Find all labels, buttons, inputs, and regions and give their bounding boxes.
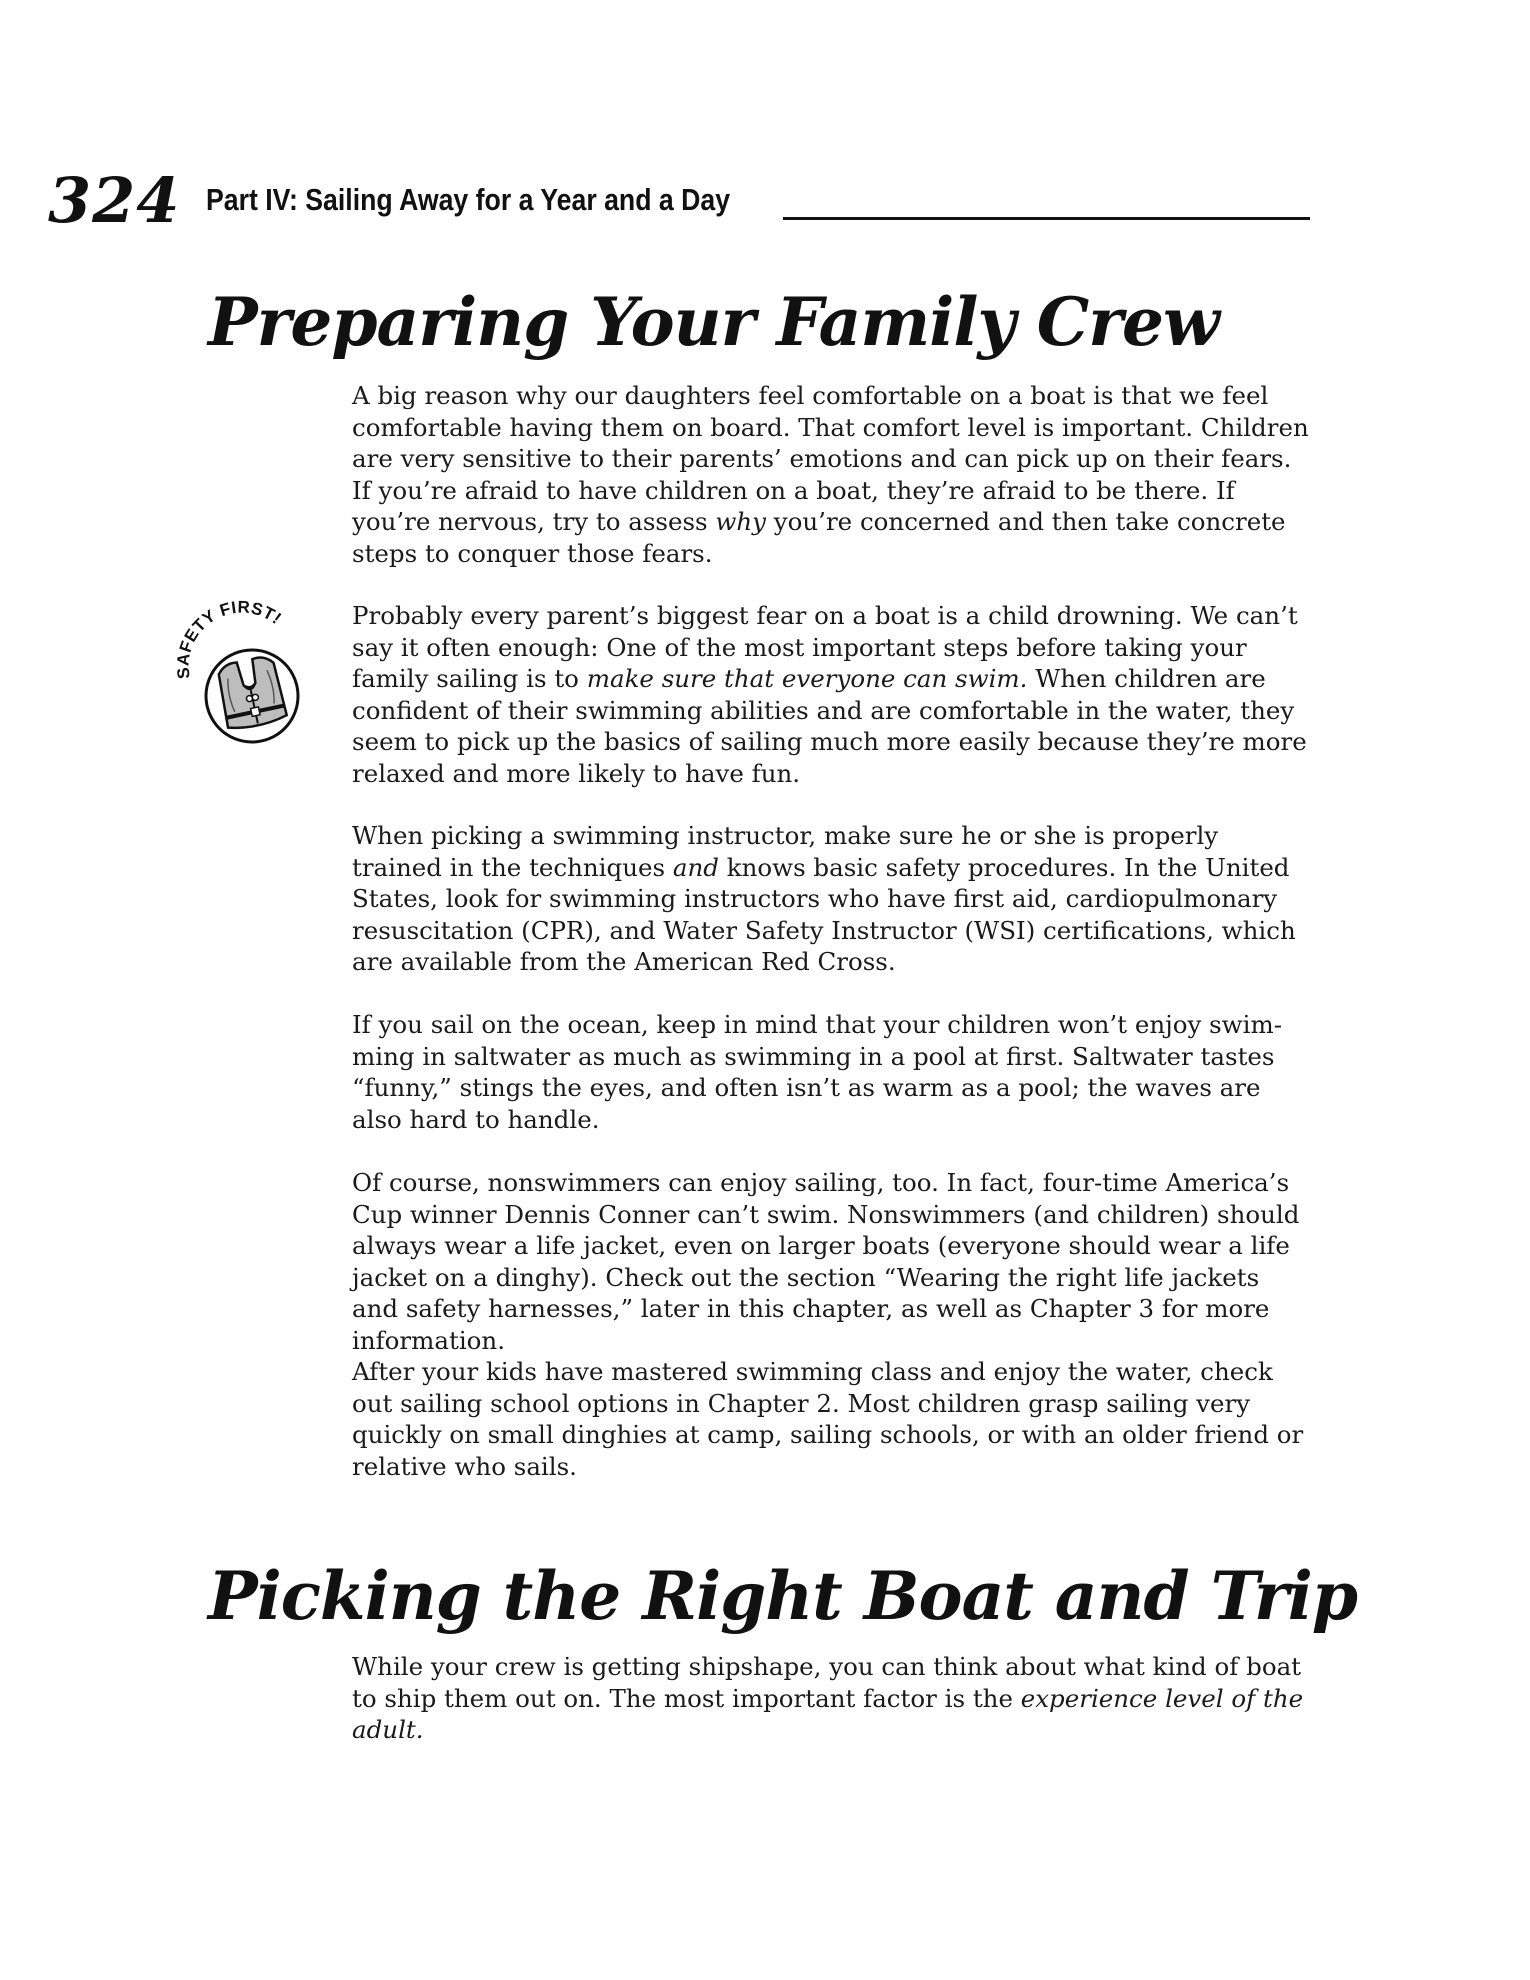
paragraph-text: After your kids have mastered swimming class and enjoy the water, check out sailing school options in Chapter 2. Most children grasp sailing very quickly on small dinghies at camp, sailing schools, or with an older friend or relative who sails. — [352, 1357, 1304, 1481]
header-rule — [783, 217, 1310, 220]
paragraph-text: Probably every parent’s biggest fear on a boat is a child drowning. We can’t say it often enough: One of the most important steps before taking your family sailing is to make sure that everyone can swim. When children are confident of their swimming abilities and are comfortable in the water, they seem to pick up the basics of sailing much more easily because they’re more relaxed and more likely to have fun. — [352, 601, 1307, 788]
paragraph-text: Of course, nonswimmers can enjoy sailing, too. In fact, four-time America’s Cup winner Dennis Conner can’t swim. Nonswimmers (and children) should always wear a life jacket, even on larger boats (everyone should wear a life jacket on a dinghy). Check out the section “Wearing the right life jackets and safety harnesses,” later in this chapter, as well as Chapter 3 for more information. — [352, 1168, 1300, 1355]
paragraph — [352, 600, 1312, 789]
paragraph — [352, 1651, 1312, 1746]
svg-text:SAFETY FIRST!: FETY FIRST! — [176, 600, 286, 655]
paragraph — [352, 380, 1312, 569]
paragraph — [352, 1356, 1312, 1482]
paragraph-text: While your crew is getting shipshape, you can think about what kind of boat to ship them out on. The most important factor is the experience level of the adult. — [352, 1652, 1304, 1744]
paragraph — [352, 1167, 1312, 1356]
paragraph-text: A big reason why our daughters feel comfortable on a boat is that we feel comfortable having them on board. That comfort level is important. Children are very sensitive to their parents’ emotions and can pick up on their fears. If you’re afraid to have children on a boat, they’re afraid to be there. If you’re nervous, try to assess why you’re concerned and then take concrete steps to conquer those fears. — [352, 381, 1309, 568]
page-number: 324 — [48, 164, 181, 237]
paragraph-text: When picking a swimming instructor, make sure he or she is properly trained in the techniques and knows basic safety procedures. In the United States, look for swimming instructors who have first aid, cardiopulmonary resuscitation (CPR), and Water Safety Instructor (WSI) certifications, which are available from the American Red Cross. — [352, 821, 1296, 976]
paragraph — [352, 1009, 1312, 1135]
page-header — [48, 166, 1310, 236]
section-title-preparing: Preparing Your Family Crew — [208, 283, 1219, 361]
paragraph — [352, 820, 1312, 978]
paragraph-text: If you sail on the ocean, keep in mind that your children won’t enjoy swimming in saltwater as much as swimming in a pool at first. Saltwater tastes “funny,” stings the eyes, and often isn’t as warm as a pool; the waves are also hard to handle. — [352, 1010, 1282, 1134]
running-head: Part IV: Sailing Away for a Year and a Day — [206, 182, 731, 217]
safety-first-icon — [176, 600, 306, 750]
section-title-picking: Picking the Right Boat and Trip — [208, 1557, 1357, 1635]
